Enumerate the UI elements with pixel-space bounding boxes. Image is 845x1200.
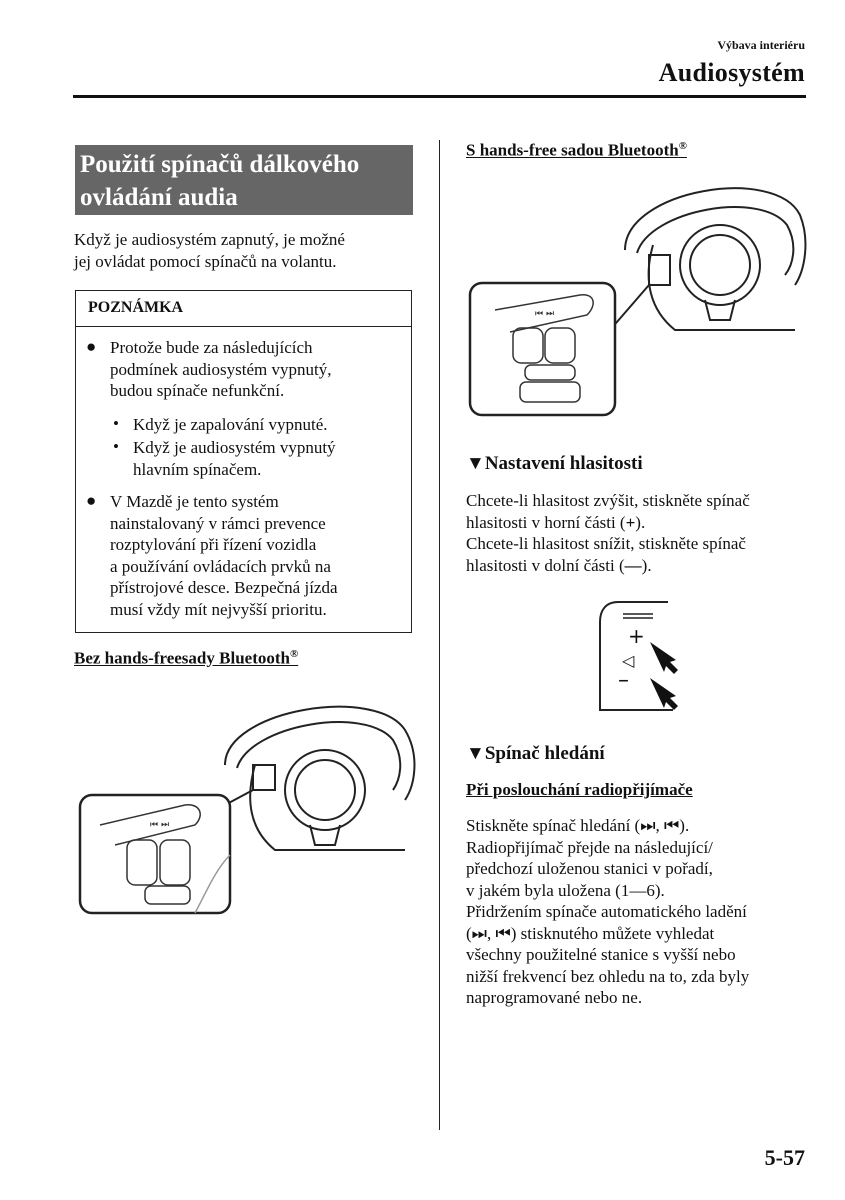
note-line: rozptylování při řízení vozidla <box>110 535 317 554</box>
note-line: přístrojové desce. Bezpečná jízda <box>110 578 338 597</box>
text-line: všechny použitelné stanice s vyšší nebo <box>466 945 736 964</box>
steering-wheel-illustration-no-bt <box>75 690 420 920</box>
bullet-dot: ● <box>86 491 97 510</box>
intro-line: jej ovládat pomocí spínačů na volantu. <box>74 251 337 271</box>
note-line: podmínek audiosystém vypnutý, <box>110 359 332 379</box>
registered-mark: ® <box>289 648 299 660</box>
note-line: budou spínače nefunkční. <box>110 381 285 400</box>
text-line: Radiopřijímač přejde na následující/ <box>466 837 713 857</box>
note-sub-bullet-2 <box>133 437 403 480</box>
intro-line: Když je audiosystém zapnutý, je možné <box>74 230 345 249</box>
section-title <box>80 148 410 214</box>
plus-symbol: + <box>625 512 636 532</box>
text-line: hlasitosti v dolní části (—). <box>466 555 652 575</box>
steering-wheel-illustration-bt <box>465 170 810 420</box>
text-line: Chcete-li hlasitost zvýšit, stiskněte spínač <box>466 491 750 510</box>
note-bullet-2 <box>110 491 405 620</box>
text-line: Stiskněte spínač hledání (⏭, ⏮). <box>466 816 690 835</box>
note-line: hlavním spínačem. <box>133 459 262 479</box>
text-line: hlasitosti v horní části (+). <box>466 512 646 532</box>
note-line: Protože bude za následujících <box>110 338 313 357</box>
text-line: nižší frekvencí bez ohledu na to, zda byly <box>466 966 750 986</box>
note-title: POZNÁMKA <box>88 299 184 316</box>
heading-text: Bez hands-freesady Bluetooth <box>74 648 290 668</box>
text-line: Přidržením spínače automatického ladění <box>466 902 747 921</box>
seek-text <box>466 815 811 1009</box>
minus-symbol: — <box>624 555 642 575</box>
page-number: 5-57 <box>764 1145 805 1170</box>
without-bluetooth-heading <box>74 648 298 669</box>
text-line: naprogramované nebo ne. <box>466 988 643 1007</box>
text-line: (⏭, ⏮) stisknutého můžete vyhledat <box>466 923 715 943</box>
column-divider <box>439 140 440 1130</box>
note-line: Když je audiosystém vypnutý <box>133 438 336 457</box>
section-label: Výbava interiéru <box>717 38 805 52</box>
svg-text:⏮ ⏭: ⏮ ⏭ <box>150 820 170 830</box>
note-line: musí vždy mít nejvyšší prioritu. <box>110 599 327 619</box>
note-sub-bullet-1: Když je zapalování vypnuté. <box>133 415 328 434</box>
text-line: předchozí uloženou stanici v pořadí, <box>466 859 713 878</box>
sub-bullet-dot: • <box>113 437 119 456</box>
page-title: Audiosystém <box>658 58 805 87</box>
section-title-line: ovládání audia <box>80 184 238 211</box>
volume-switch-illustration <box>598 600 688 715</box>
text-line: Chcete-li hlasitost snížit, stiskněte spínač <box>466 534 746 553</box>
seek-subheading: Při poslouchání radiopřijímače <box>466 780 693 799</box>
volume-heading: ▼Nastavení hlasitosti <box>466 453 643 474</box>
note-line: nainstalovaný v rámci prevence <box>110 513 326 533</box>
header-rule <box>73 95 806 98</box>
note-line: a používání ovládacích prvků na <box>110 556 331 576</box>
with-bluetooth-heading <box>466 140 687 161</box>
note-divider <box>75 326 412 327</box>
intro-text <box>74 229 414 272</box>
heading-text: Nastavení hlasitosti <box>484 453 643 474</box>
svg-text:◁: ◁ <box>622 651 635 670</box>
note-bullet-1 <box>110 337 400 402</box>
section-title-line: Použití spínačů dálkového <box>80 151 360 178</box>
svg-text:–: – <box>618 668 629 693</box>
svg-text:⏮ ⏭: ⏮ ⏭ <box>535 309 555 319</box>
heading-text: S hands-free sadou Bluetooth <box>466 140 679 160</box>
note-line: V Mazdě je tento systém <box>110 492 279 511</box>
registered-mark: ® <box>678 140 687 152</box>
text-line: v jakém byla uložena (1—6). <box>466 880 665 900</box>
seek-heading: ▼Spínač hledání <box>466 743 605 764</box>
sub-bullet-dot: • <box>113 414 119 433</box>
bullet-dot: ● <box>86 337 97 356</box>
svg-text:+: + <box>628 624 645 648</box>
volume-text <box>466 490 811 576</box>
heading-text: Spínač hledání <box>484 743 605 764</box>
